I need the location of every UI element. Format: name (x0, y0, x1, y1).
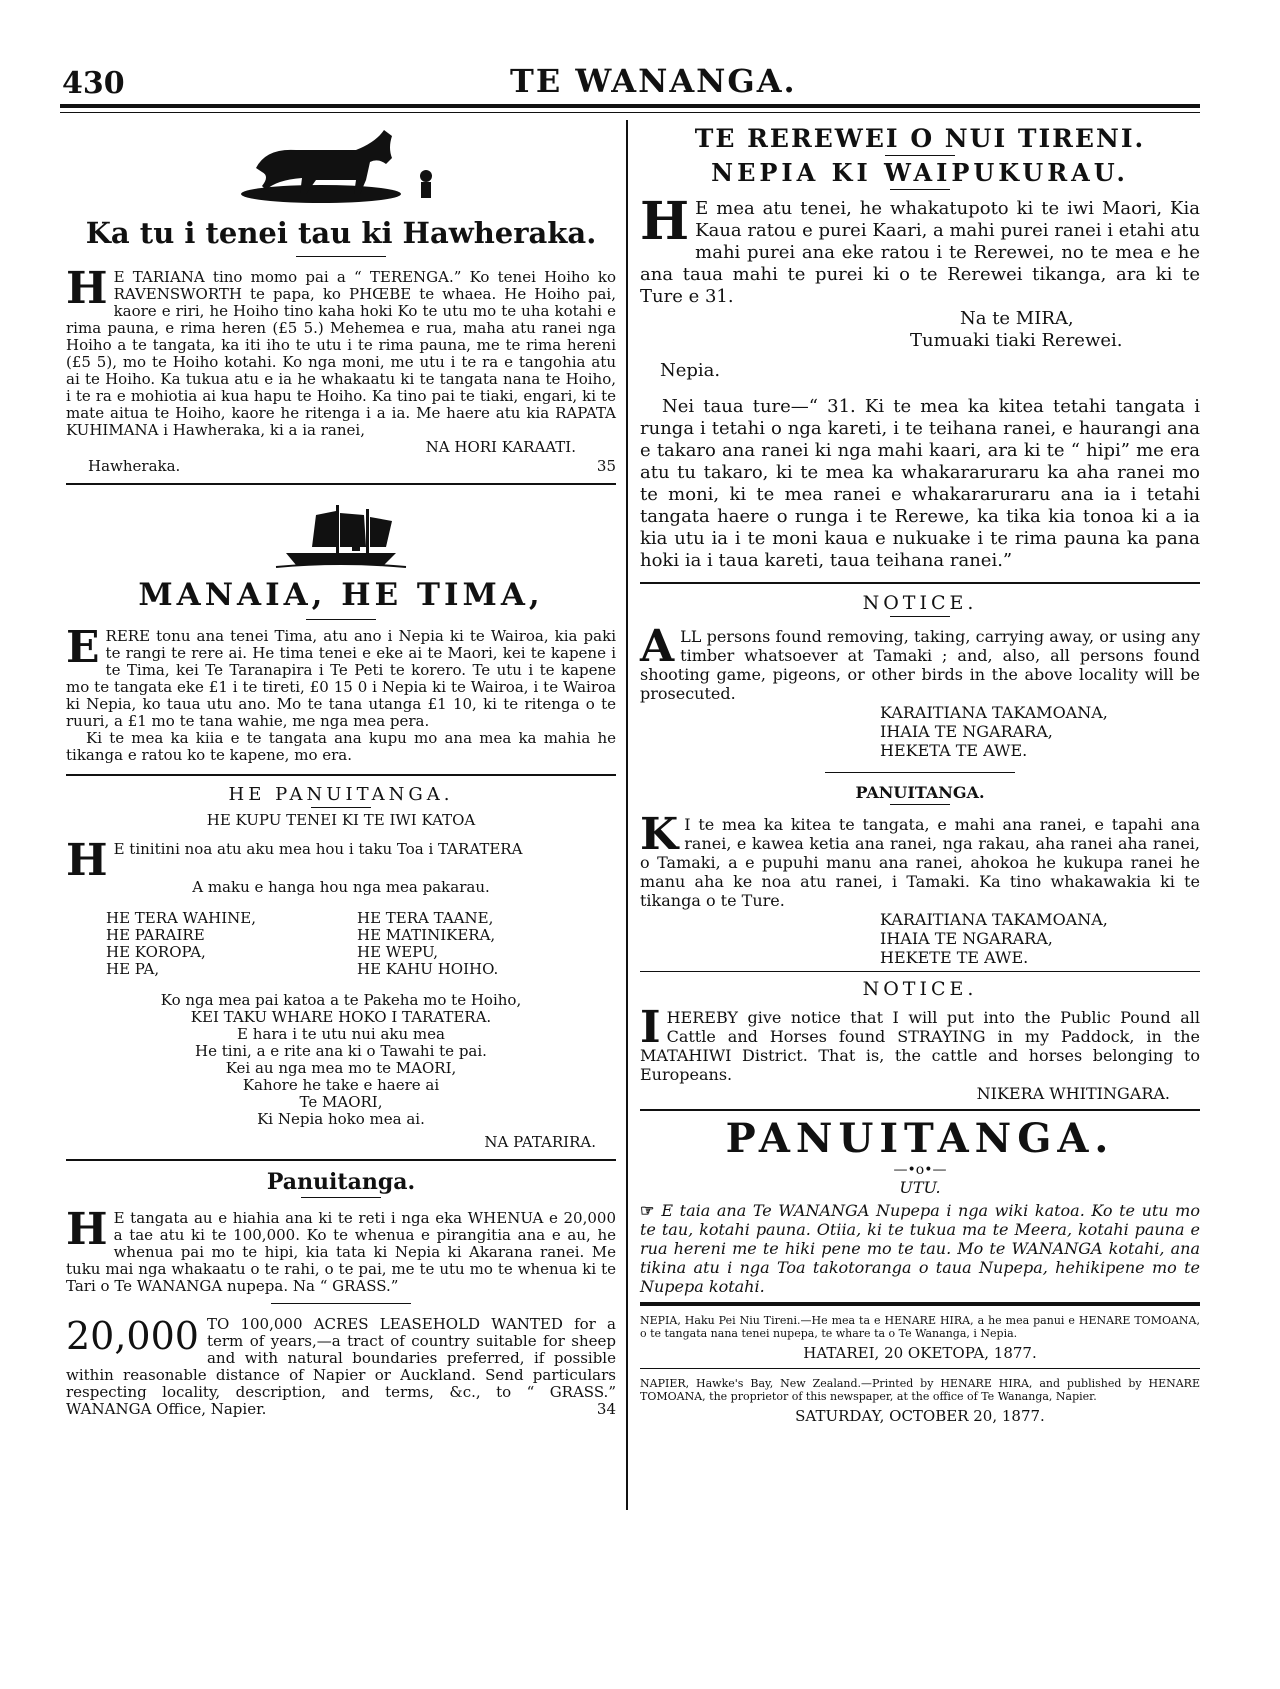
right-column (640, 124, 1200, 1425)
rerewei-place: Nepia. (660, 360, 721, 381)
title-rule (890, 616, 950, 617)
dropcap: H (66, 835, 108, 886)
panuitanga-notice-title: PANUITANGA. (855, 783, 985, 802)
he-panuitanga-closing (66, 992, 616, 1128)
rerewei-sig2: Tumuaki tiaki Rerewei. (910, 330, 1123, 351)
panuitanga-notice-body (640, 809, 1200, 910)
place: Hawheraka. (88, 457, 181, 475)
hawheraka-body (66, 263, 616, 439)
grass-ad-number: 20,000 (66, 1314, 199, 1358)
title-rule (885, 155, 955, 156)
closing-line: Kahore he take e haere ai (242, 1076, 440, 1094)
section-rule (66, 1159, 616, 1161)
body-text: E TARIANA tino momo pai a “ TERENGA.” Ko tenei Hoiho ko RAVENSWORTH te papa, ko PHŒBE te whaea. He Hoiho pai, kaore e riri, he Hoiho tino kaha hoki Ko te utu mo te uha kotahi e rima pauna, e rima heren (£5 5.) Mehemea e rua, maha atu ranei nga Hoiho a te tangata, ka iti iho te utu i te rima pauna, me te rima hereni (£5 5), mo te Hoiho kotahi. Ko nga moni, me utu i te ra e tangohia atu ai te Hoiho. Ka tukua atu e ia he whakaatu ki te tangata nana te Hoiho, i te ra e mohiotia ai kua hapu te Hoiho. Ka tino pai te tiaki, engari, ki te mate aitua te Hoiho, kaore he ritenga i a ia. Me haere atu kia RAPATA KUHIMANA i Hawheraka, ki a ia ranei, (66, 268, 616, 439)
hawheraka-signature: NA HORI KARAATI. (425, 438, 576, 456)
rerewei-subtitle: NEPIA KI WAIPUKURAU. (711, 158, 1129, 187)
page-number: 430 (62, 66, 125, 101)
imprint-maori-date: HATAREI, 20 OKETOPA, 1877. (803, 1344, 1037, 1362)
closing-line: Kei au nga mea mo te MAORI, (225, 1059, 457, 1077)
notice1-signers (880, 703, 1200, 760)
pointing-hand-icon: ☞ (640, 1201, 662, 1220)
closing-line: Te MAORI, (299, 1093, 383, 1111)
title-rule (890, 804, 950, 805)
signer: HEKETE TE AWE. (880, 948, 1029, 967)
title-rule (311, 807, 371, 808)
list-item: HE KOROPA, (106, 943, 206, 961)
title-rule (890, 189, 950, 190)
manaia-body (66, 622, 616, 730)
list-item: HE PA, (106, 960, 160, 978)
section-rule (640, 1368, 1200, 1369)
he-panuitanga-title: HE PANUITANGA. (228, 784, 454, 805)
ornament: —•o•— (893, 1162, 947, 1178)
he-panuitanga-line2: A maku e hanga hou nga mea pakarau. (192, 878, 490, 896)
utu-label: UTU. (899, 1178, 941, 1197)
body-text: E mea atu tenei, he whakatupoto ki te iwi Maori, Kia Kaua ratou e purei Kaari, a mahi purei ranei i etahi atu mahi purei ana eke ratou i te Rerewei, no te mea e he ana taua mahi te purei ki o te Rerewei tikanga, ara ki te Ture e 31. (640, 198, 1200, 307)
dropcap: H (66, 263, 108, 314)
signer: IHAIA TE NGARARA, (880, 722, 1053, 741)
dropcap: I (640, 1002, 661, 1053)
panuitanga-notice-signers (880, 910, 1200, 967)
dropcap: H (66, 1204, 108, 1255)
column-divider (626, 120, 628, 1510)
signer: KARAITIANA TAKAMOANA, (880, 703, 1108, 722)
list-item: HE MATINIKERA, (357, 926, 496, 944)
notice2-signature: NIKERA WHITINGARA. (976, 1084, 1170, 1103)
masthead-rule-thin (60, 112, 1200, 113)
goods-list (106, 910, 596, 978)
title-rule (301, 1197, 381, 1198)
body-text: LL persons found removing, taking, carrying away, or using any timber whatsoever at Tamaki ; and, also, all persons found shooting game, pigeons, or other birds in the above locality will be prosecuted. (640, 627, 1200, 703)
title-rule (271, 1303, 411, 1304)
panuitanga-big-title: PANUITANGA. (725, 1115, 1115, 1162)
dropcap: H (640, 191, 690, 252)
closing-line: He tini, a e rite ana ki o Tawahi te pai. (195, 1042, 487, 1060)
horse-icon (66, 128, 616, 210)
ref-number: 34 (596, 1400, 616, 1418)
imprint-english-date: SATURDAY, OCTOBER 20, 1877. (795, 1407, 1045, 1425)
manaia-title: MANAIA, HE TIMA, (138, 577, 544, 613)
notice1-body (640, 621, 1200, 703)
dropcap: K (640, 809, 679, 860)
ship-illustration (66, 499, 616, 571)
rerewei-ture: Nei taua ture—“ 31. Ki te mea ka kitea tetahi tangata i runga i tetahi o nga kareti, i te teihana ranei, e haurangi ana e takaro ana ranei ki nga mahi kaari, ara ki te “ hipi” me era atu tu takaro, ki te mea ka whakararuraru ka aha ranei mo te moni, ki te mea ranei e whakararuraru ana ia i tetahi tangata haere o runga i te Rerewe, ka tika kia tonoa ki a ia kia utu ia i te moni kaua e nukuake i te rima pauna ka pana hoki ia i taua kareti, taua teihana ranei.” (640, 396, 1200, 571)
goods-list-left (106, 910, 345, 978)
section-rule (66, 483, 616, 485)
ship-icon (66, 499, 616, 571)
section-rule (640, 582, 1200, 584)
body-text: RERE tonu ana tenei Tima, atu ano i Nepia ki te Wairoa, kia paki te rangi te rere ai. He tima tenei e eke ai te Maori, kei te kapene i te Tima, kei Te Taranapira i Te Peti te korero. Te utu i te kapene mo te tangata eke £1 i te tireti, £0 15 0 i Nepia ki te Wairoa, i te Wairoa ki Nepia, ko taua utu ano. Mo te tana utanga £1 10, ki te ritenga o te ruuri, a £1 mo te tana wahie, me nga mea pera. (66, 627, 616, 730)
signer: HEKETA TE AWE. (880, 741, 1028, 760)
body-text: E taia ana Te WANANGA Nupepa i nga wiki katoa. Ko te utu mo te tau, kotahi pauna. Otiia, ki te tukua ma te Meera, kotahi pauna e rua hereni me te hiki pene mo te tau. Mo te WANANGA kotahi, ana tikina atu i nga Toa takotoranga o taua Nupepa, hehikipene mo te Nupepa kotahi. (640, 1201, 1200, 1296)
notice2-title: NOTICE. (862, 978, 978, 1000)
he-panuitanga-subtitle: HE KUPU TENEI KI TE IWI KATOA (206, 811, 476, 829)
closing-line: E hara i te utu nui aku mea (237, 1025, 445, 1043)
left-column (66, 128, 616, 1418)
section-rule (640, 971, 1200, 972)
list-item: HE TERA WAHINE, (106, 909, 256, 927)
he-panuitanga-intro (66, 835, 616, 886)
section-rule (66, 774, 616, 776)
closing-line: KEI TAKU WHARE HOKO I TARATERA. (190, 1008, 492, 1026)
title-rule (306, 619, 376, 620)
imprint-maori: NEPIA, Haku Pei Niu Tireni.—He mea ta e HENARE HIRA, a he mea panui e HENARE TOMOANA, o te tangata nana tenei nupepa, te whare ta o Te Wananga, i Nepia. (640, 1314, 1200, 1340)
horse-illustration (66, 128, 616, 210)
body-text: E tangata au e hiahia ana ki te reti i nga eka WHENUA e 20,000 a tae atu ki te 100,000. Ko te whenua e pirangitia ana e au, he whenua pai mo te hipi, kia tata ki Nepia ki Akarana ranei. Me tuku mai nga whakaatu o te rahi, o te pai, me te utu mo te whenua ki te Tari o Te WANANGA nupepa. Na “ GRASS.” (66, 1209, 616, 1295)
body-text: HEREBY give notice that I will put into the Public Pound all Cattle and Horses found STRAYING in my Paddock, in the MATAHIWI District. That is, the cattle and horses belonging to Europeans. (640, 1008, 1200, 1084)
he-panuitanga-signature: NA PATARIRA. (484, 1133, 596, 1151)
goods-list-right (357, 910, 596, 978)
hawheraka-title: Ka tu i tenei tau ki Hawheraka. (85, 216, 597, 250)
panuitanga2-body (66, 1204, 616, 1295)
masthead-title: TE WANANGA. (510, 62, 797, 100)
masthead-rule (60, 104, 1200, 108)
ref-number: 35 (596, 457, 616, 475)
rerewei-body (640, 191, 1200, 308)
hawheraka-footer (88, 458, 616, 475)
panuitanga-big-body (640, 1201, 1200, 1296)
manaia-body-2: Ki te mea ka kiia e te tangata ana kupu mo ana mea ka mahia he tikanga e ratou ko te kapene, mo era. (66, 729, 616, 764)
rerewei-sig1: Na te MIRA, (960, 308, 1074, 329)
closing-line: Ko nga mea pai katoa a te Pakeha mo te Hoiho, (160, 991, 522, 1009)
title-rule (825, 772, 1015, 773)
dropcap: E (66, 622, 100, 673)
notice2-body (640, 1002, 1200, 1084)
grass-ad (66, 1316, 616, 1418)
panuitanga2-title: Panuitanga. (266, 1169, 416, 1195)
notice1-title: NOTICE. (862, 592, 978, 614)
title-rule (296, 256, 386, 257)
list-item: HE WEPU, (357, 943, 439, 961)
imprint-english: NAPIER, Hawke's Bay, New Zealand.—Printed by HENARE HIRA, and published by HENARE TOMOANA, the proprietor of this newspaper, at the office of Te Wananga, Napier. (640, 1377, 1200, 1403)
rerewei-title: TE REREWEI O NUI TIRENI. (694, 124, 1146, 153)
list-item: HE TERA TAANE, (357, 909, 494, 927)
signer: KARAITIANA TAKAMOANA, (880, 910, 1108, 929)
signer: IHAIA TE NGARARA, (880, 929, 1053, 948)
dropcap: A (640, 621, 675, 672)
list-item: HE PARAIRE (106, 926, 205, 944)
closing-line: Ki Nepia hoko mea ai. (257, 1110, 425, 1128)
body-text: I te mea ka kitea te tangata, e mahi ana ranei, e tapahi ana ranei, e kawea ketia ana ranei, nga rakau, aha ranei aha ranei, o Tamaki, a e pupuhi manu ana ranei, ahokoa he kukupa ranei he manu aha ke noa atu ranei, i Tamaki. Ka tino whakawakia ki te tikanga o te Ture. (640, 815, 1200, 910)
section-rule (640, 1109, 1200, 1111)
list-item: HE KAHU HOIHO. (357, 960, 499, 978)
body-text: TO 100,000 ACRES LEASEHOLD WANTED for a term of years,—a tract of country suitable for sheep and with natural boundaries preferred, if possible within reasonable distance of Napier or Auckland. Send particulars respecting locality, description, and terms, &c., to “ GRASS.” WANANGA Office, Napier. (66, 1315, 616, 1418)
body-text: E tinitini noa atu aku mea hou i taku Toa i TARATERA (113, 840, 523, 858)
section-rule-thick (640, 1302, 1200, 1306)
